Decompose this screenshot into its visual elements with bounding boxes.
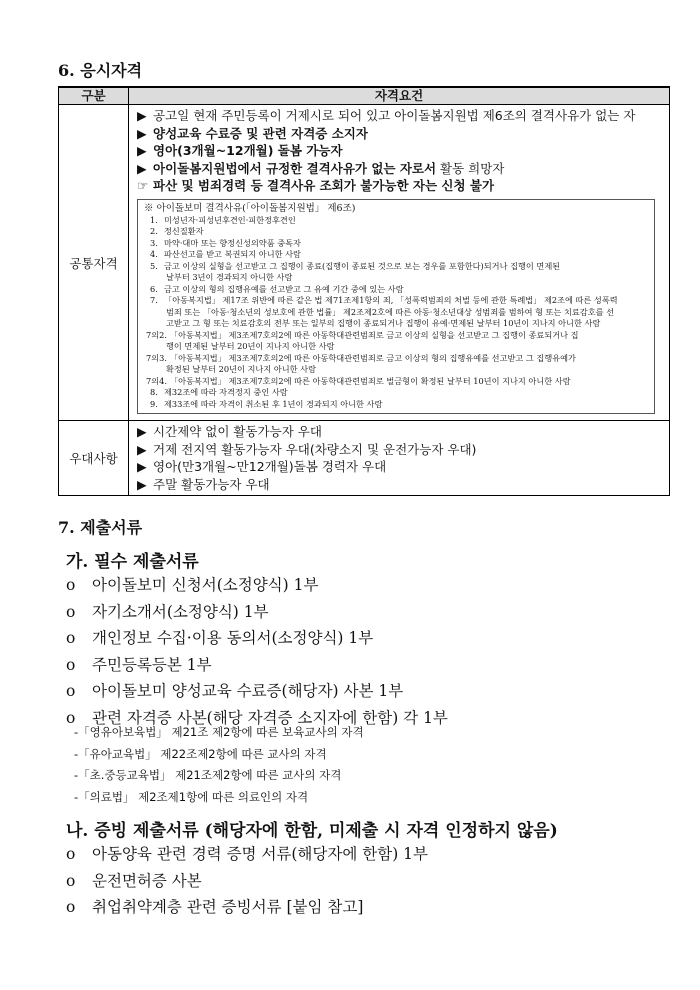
required-docs-title: 가. 필수 제출서류	[66, 552, 199, 572]
bullet-marker: ▶	[137, 108, 147, 123]
category-common: 공통자격	[59, 105, 129, 421]
requirement-item	[137, 177, 663, 195]
header-requirements: 자격요건	[129, 87, 670, 105]
line-number: 7.	[150, 295, 158, 305]
disqualification-line	[144, 226, 650, 238]
evidence-doc-item	[66, 842, 428, 864]
bullet-marker: ▶	[137, 441, 147, 457]
preferred-text: 거제 전지역 활동가능자 우대(차량소지 및 운전가능자 우대)	[153, 441, 477, 457]
preferred-item	[137, 458, 663, 476]
disqualification-line	[144, 387, 650, 399]
bullet-marker: ▶	[137, 143, 147, 158]
evidence-docs-title: 나. 증빙 제출서류 (해당자에 한함, 미제출 시 자격 인정하지 않음)	[66, 821, 558, 841]
certificate-subitem: -「초.중등교육법」 제21조제2항에 따른 교사의 자격	[74, 768, 342, 782]
line-number: 7의4.	[146, 375, 167, 386]
line-text: 고받고 그 형 또는 치료감호의 전부 또는 일부의 집행이 종료되거나 집행이 유예·면제된 날부터 10년이 지나지 아니한 사람	[166, 318, 601, 328]
circle-bullet: ο	[66, 708, 76, 727]
document-name: 주민등록등본 1부	[92, 655, 212, 674]
document-name: 아동양육 관련 경력 증명 서류(해당자에 한함) 1부	[92, 845, 429, 863]
line-text: 제32조에 따라 자격정지 중인 사람	[164, 387, 288, 397]
common-bullets	[129, 105, 669, 197]
line-number: 2.	[150, 226, 158, 236]
circle-bullet: ο	[66, 898, 76, 916]
requirement-item	[137, 107, 663, 125]
disqualification-line	[144, 376, 650, 388]
line-number: 8.	[150, 387, 158, 397]
preferred-text: 주말 활동가능자 우대	[153, 476, 270, 492]
line-text: 행이 면제된 날부터 20년이 지나지 아니한 사람	[166, 341, 335, 351]
preferred-text: 영아(만3개월~만12개월)돌봄 경력자 우대	[153, 459, 387, 474]
circle-bullet: ο	[66, 576, 76, 594]
line-text: 금고 이상의 실형을 선고받고 그 집행이 종료(집행이 종료된 것으로 보는 경우를 포함한다)되거나 집행이 면제된	[164, 260, 561, 271]
line-text: 「아동복지법」 제3조제7호의2에 따른 아동학대관련범죄로 금고 이상의 형의 집행유예를 선고받고 그 집행유예가	[169, 352, 576, 363]
required-doc-item	[66, 679, 403, 701]
disqualification-line	[144, 330, 650, 342]
disqualification-line	[144, 284, 650, 296]
line-text: 마약·대마 또는 향정신성의약품 중독자	[164, 237, 301, 248]
document-name: 취업취약계층 관련 증빙서류 [붙임 참고]	[92, 898, 364, 916]
requirement-item	[137, 142, 663, 160]
section-7-title: 7. 제출서류	[58, 518, 143, 537]
disqualification-line	[144, 364, 650, 376]
line-number: 6.	[150, 283, 158, 294]
circle-bullet: ο	[66, 602, 76, 621]
certificate-subitem: -「영유아보육법」 제21조 제2항에 따른 보육교사의 자격	[74, 725, 364, 739]
circle-bullet: ο	[66, 629, 76, 647]
document-name: 개인정보 수집·이용 동의서(소정양식) 1부	[92, 629, 374, 647]
evidence-doc-item	[66, 895, 363, 917]
line-text: 제33조에 따라 자격이 취소된 후 1년이 경과되지 아니한 사람	[164, 398, 383, 409]
requirement-text: 공고일 현재 주민등록이 거제시로 되어 있고 아이돌봄지원법 제6조의 결격사유가 없는 자	[153, 108, 636, 123]
line-number: 7의3.	[146, 352, 167, 363]
disqualification-line	[144, 353, 650, 365]
line-text: 날부터 3년이 경과되지 아니한 사람	[166, 272, 293, 282]
requirement-suffix: 활동 희망자	[436, 160, 505, 176]
disqualification-line	[144, 295, 650, 307]
line-text: 정신질환자	[164, 226, 204, 236]
circle-bullet: ο	[66, 655, 76, 674]
requirement-text: 파산 및 범죄경력 등 결격사유 조회가 불가능한 자는 신청 불가	[153, 178, 495, 193]
requirement-text: 아이돌봄지원법에서 규정한 결격사유가 없는 자로서	[153, 160, 437, 176]
line-text: 미성년자·피성년후견인·피한정후견인	[164, 214, 296, 225]
row-preferred	[59, 421, 670, 496]
disqualification-line	[144, 261, 650, 273]
requirement-text: 양성교육 수료증 및 관련 자격증 소지자	[153, 125, 368, 141]
section-6-title: 6. 응시자격	[58, 61, 143, 80]
line-number: 7의2.	[146, 329, 167, 340]
required-doc-item	[66, 626, 373, 648]
preferred-item	[137, 476, 663, 494]
bullet-marker: ▶	[137, 160, 147, 176]
disqualification-line	[144, 272, 650, 284]
preferred-bullets	[129, 421, 669, 495]
line-text: 「아동복지법」 제17조 위반에 따른 같은 법 제71조제1항의 죄, 「성폭력범죄의 처벌 등에 관한 특례법」 제2조에 따른 성폭력	[164, 295, 618, 305]
line-number: 5.	[150, 260, 158, 271]
disqualification-line	[144, 307, 650, 319]
bullet-marker: ▶	[137, 424, 147, 439]
requirement-item	[137, 125, 663, 143]
bullet-marker: ☞	[137, 178, 149, 193]
header-category: 구분	[59, 87, 129, 105]
line-text: 「아동복지법」 제3조제7호의2에 따른 아동학대관련범죄로 벌금형이 확정된 날부터 10년이 지나지 아니한 사람	[169, 375, 571, 386]
line-text: 파산선고를 받고 복권되지 아니한 사람	[164, 249, 301, 259]
circle-bullet: ο	[66, 845, 76, 863]
line-text: 금고 이상의 형의 집행유예를 선고받고 그 유예 기간 중에 있는 사람	[164, 283, 404, 294]
document-name: 아이돌보미 신청서(소정양식) 1부	[92, 576, 319, 594]
required-doc-item	[66, 573, 318, 595]
evidence-doc-item	[66, 869, 202, 891]
disqualification-line	[144, 341, 650, 353]
line-number: 4.	[150, 249, 158, 259]
document-name: 자기소개서(소정양식) 1부	[92, 602, 269, 621]
row-common	[59, 105, 670, 421]
certificate-subitem: -「의료법」 제2조제1항에 따른 의료인의 자격	[74, 789, 309, 804]
line-number: 1.	[150, 214, 158, 225]
document-name: 아이돌보미 양성교육 수료증(해당자) 사본 1부	[92, 682, 404, 700]
preferred-item	[137, 423, 663, 441]
disqualification-line	[144, 318, 650, 330]
requirement-item	[137, 160, 663, 178]
disqualification-heading: ※ 아이돌보미 결격사유(「아이돌봄지원법」 제6조)	[144, 202, 356, 214]
circle-bullet: ο	[66, 682, 76, 700]
line-text: 확정된 날부터 20년이 지나지 아니한 사람	[166, 364, 316, 374]
document-name: 운전면허증 사본	[92, 871, 202, 890]
preferred-item	[137, 441, 663, 459]
line-number: 3.	[150, 237, 158, 248]
disqualification-line	[144, 249, 650, 261]
required-doc-item	[66, 653, 212, 675]
bullet-marker: ▶	[137, 476, 147, 492]
bullet-marker: ▶	[137, 459, 147, 474]
line-text: 범죄 또는 「아동·청소년의 성보호에 관한 법률」 제2조제2호에 따른 아동·청소년대상 성범죄를 범하여 형 또는 치료감호를 선	[166, 306, 615, 317]
disqualification-box	[137, 199, 655, 415]
bullet-marker: ▶	[137, 125, 147, 141]
qualification-table	[58, 86, 670, 496]
disqualification-line	[144, 238, 650, 250]
category-preferred: 우대사항	[59, 421, 129, 496]
disqualification-line	[144, 215, 650, 227]
preferred-text: 시간제약 없이 활동가능자 우대	[153, 424, 322, 439]
line-number: 9.	[150, 398, 158, 409]
required-doc-item	[66, 600, 269, 622]
certificate-subitem: -「유아교육법」 제22조제2항에 따른 교사의 자격	[74, 746, 327, 761]
requirement-text: 영아(3개월~12개월) 돌봄 가능자	[153, 143, 343, 158]
circle-bullet: ο	[66, 871, 76, 890]
line-text: 「아동복지법」 제3조제7호의2에 따른 아동학대관련범죄로 금고 이상의 실형을 선고받고 그 집행이 종료되거나 집	[169, 329, 579, 340]
disqualification-line	[144, 399, 650, 411]
document-name: 관련 자격증 사본(해당 자격증 소지자에 한함) 각 1부	[92, 708, 448, 727]
